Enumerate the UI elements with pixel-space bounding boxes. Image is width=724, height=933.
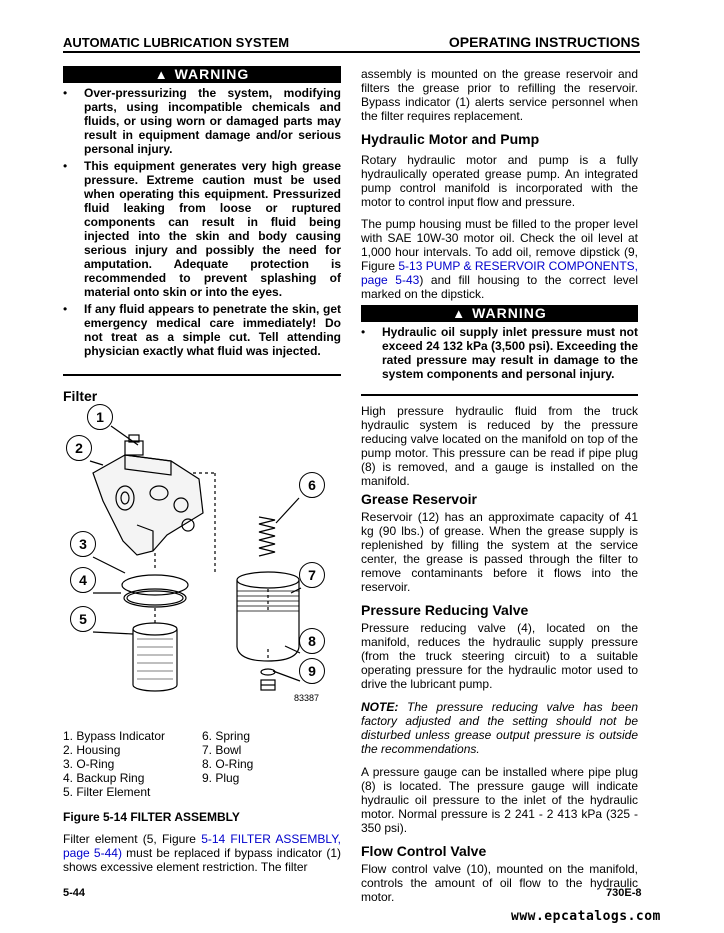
warning-banner <box>63 66 341 83</box>
header-section-title: AUTOMATIC LUBRICATION SYSTEM <box>63 35 290 50</box>
callout-7: 7 <box>299 562 325 588</box>
warning-label: WARNING <box>174 66 250 82</box>
filter-continued-paragraph: assembly is mounted on the grease reservoir and filters the grease prior to refilling the reservoir. Bypass indicator (1) alerts service personnel when the filter requires replacement. <box>361 67 638 123</box>
callout-6: 6 <box>299 472 325 498</box>
legend-item <box>202 785 332 799</box>
callout-3: 3 <box>70 531 96 557</box>
warning-item: • Over-pressurizing the system, modifying parts, using incompatible chemicals and fluids, or using worn or damaged parts may result in equipment damage and/or serious personal injury. <box>63 86 341 156</box>
left-column <box>63 66 341 874</box>
figure-number: 83387 <box>294 693 320 703</box>
figure-link[interactable]: 5-14 FILTER ASSEMBLY, page 5-44) <box>63 832 342 860</box>
warning-item: • Hydraulic oil supply inlet pressure must not exceed 24 132 kPa (3,500 psi). Exceeding the rated pressure may result in damage to the system components and personal injury. <box>361 325 638 381</box>
callout-1: 1 <box>87 404 113 430</box>
legend-item: 2. Housing <box>63 743 121 757</box>
grease-reservoir-paragraph: Reservoir (12) has an approximate capacity of 41 kg (90 lbs.) of grease. When the grease supply is replenished by filling the system at the service center, the grease is passed through the filter to remove contaminants before it flows into the reservoir. <box>361 510 638 594</box>
callout-5: 5 <box>70 606 96 632</box>
legend-item: 5. Filter Element <box>63 785 151 799</box>
grease-reservoir-heading: Grease Reservoir <box>361 491 477 507</box>
pressure-reducing-valve-paragraph: Pressure reducing valve (4), located on the manifold, reduces the hydraulic supply pressure (from the truck steering circuit) to a suitable operating pressure for the hydraulic motor used to drive the lubricant pump. <box>361 621 638 691</box>
legend-item: 4. Backup Ring <box>63 771 145 785</box>
right-column <box>361 67 638 904</box>
callout-4: 4 <box>70 567 96 593</box>
callout-2: 2 <box>66 435 92 461</box>
callout-9: 9 <box>299 658 325 684</box>
page-number: 5-44 <box>63 887 86 899</box>
filter-assembly-figure <box>63 403 341 729</box>
legend-item: 9. Plug <box>202 771 240 785</box>
legend-item: 8. O-Ring <box>202 757 254 771</box>
legend-item: 6. Spring <box>202 729 251 743</box>
warning-item: • If any fluid appears to penetrate the skin, get emergency medical care immediately! Do not treat as a simple cut. Tell attending physician exactly what fluid was injected. <box>63 302 341 358</box>
figure-legend <box>63 729 341 799</box>
page-header <box>63 33 640 53</box>
figure-caption: Figure 5-14 FILTER ASSEMBLY <box>63 810 240 824</box>
legend-item: 1. Bypass Indicator <box>63 729 166 743</box>
warning-triangle-icon: ▲ <box>154 67 169 82</box>
pressure-gauge-paragraph: A pressure gauge can be installed where pipe plug (8) is located. The pressure gauge will indicate hydraulic oil pressure to the inlet of the hydraulic motor. Normal pressure is 2 241 - 2 413 kPa (325 - 350 psi). <box>361 765 638 835</box>
callout-8: 8 <box>299 628 325 654</box>
pressure-reducing-valve-heading: Pressure Reducing Valve <box>361 602 529 618</box>
hydraulic-motor-paragraph: Rotary hydraulic motor and pump is a fully hydraulically operated grease pump. An integrated pump control manifold is incorporated with the motor to control input flow and pressure. <box>361 153 638 209</box>
manual-code: 730E-8 <box>606 887 642 899</box>
watermark: www.epcatalogs.com <box>511 909 661 924</box>
warning-triangle-icon: ▲ <box>452 306 467 321</box>
warning-list <box>63 86 341 376</box>
note-label: NOTE: <box>361 700 399 714</box>
flow-control-valve-paragraph: Flow control valve (10), mounted on the manifold, controls the amount of oil flow to the hydraulic motor. <box>361 862 638 904</box>
high-pressure-paragraph: High pressure hydraulic fluid from the truck hydraulic system is reduced by the pressure reducing valve located on the manifold on top of the pump motor. This pressure can be read if pipe plug (8) is removed, and a gauge is installed on the manifold. <box>361 404 638 488</box>
warning-banner <box>361 305 638 322</box>
figure-link[interactable]: 5-13 PUMP & RESERVOIR COMPONENTS, page 5-43 <box>361 259 638 287</box>
filter-paragraph: Filter element (5, Figure 5-14 FILTER ASSEMBLY, page 5-44) must be replaced if bypass indicator (1) shows excessive element restriction. The filter <box>63 832 342 874</box>
filter-heading: Filter <box>63 388 98 404</box>
hydraulic-motor-heading: Hydraulic Motor and Pump <box>361 131 540 147</box>
note-paragraph: NOTE: The pressure reducing valve has been factory adjusted and the setting should not be disturbed unless grease output pressure is outside the recommendations. <box>361 700 638 756</box>
flow-control-valve-heading: Flow Control Valve <box>361 843 487 859</box>
warning-list <box>361 325 638 396</box>
legend-item: 3. O-Ring <box>63 757 115 771</box>
filter-exploded-drawing <box>63 403 341 729</box>
legend-item: 7. Bowl <box>202 743 242 757</box>
warning-item: • This equipment generates very high grease pressure. Extreme caution must be used when operating this equipment. Pressurized fluid leaking from loose or ruptured components can result in fluid being injected into the skin and body causing serious injury and possibly the need for amputation. Adequate protection is recommended to prevent splashing of material onto skin or into the eyes. <box>63 159 341 299</box>
pump-oil-paragraph: The pump housing must be filled to the proper level with SAE 10W-30 motor oil. Check the oil level at 1,000 hour intervals. To add oil, remove dipstick (9, Figure 5-13 PUMP & RESERVOIR COMPONENTS, page 5-43) and fill housing to the correct level marked on the dipstick. <box>361 217 639 301</box>
header-chapter-title: OPERATING INSTRUCTIONS <box>448 34 640 50</box>
warning-label: WARNING <box>472 305 547 321</box>
